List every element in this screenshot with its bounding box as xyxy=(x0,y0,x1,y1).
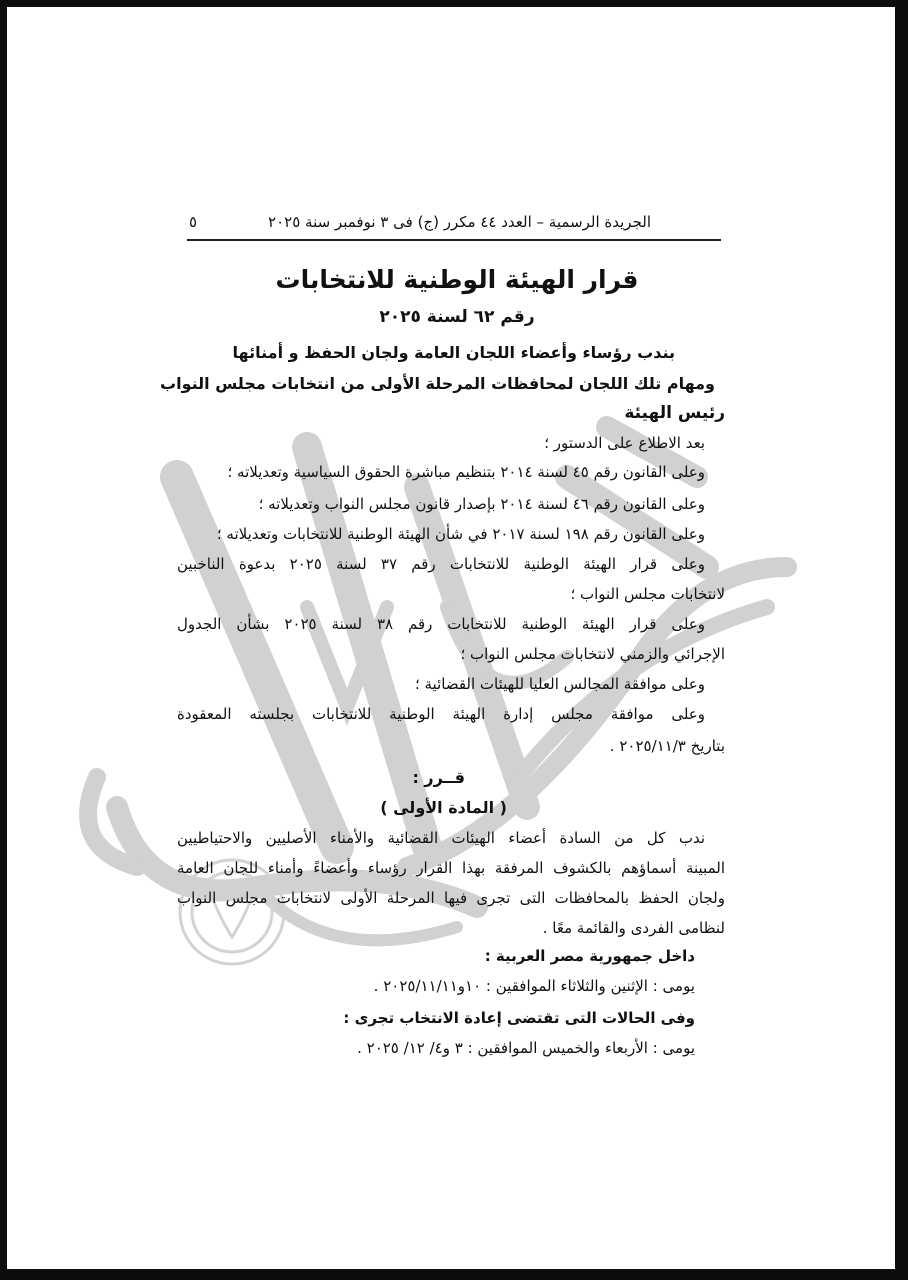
inside-egypt-dates: يومى : الإثنين والثلاثاء الموافقين : ١٠و٢٠٢٥/١١/١١ . xyxy=(373,977,695,995)
subject-line-2: ومهام تلك اللجان لمحافظات المرحلة الأولى من انتخابات مجلس النواب xyxy=(160,374,715,393)
inside-egypt-heading: داخل جمهورية مصر العربية : xyxy=(484,947,695,965)
preamble-line: وعلى القانون رقم ٤٥ لسنة ٢٠١٤ بتنظيم مباشرة الحقوق السياسية وتعديلاته ؛ xyxy=(227,463,705,481)
issuer-title: رئيس الهيئة xyxy=(624,403,725,423)
article-title: ( المادة الأولى ) xyxy=(380,798,507,817)
page-number: ٥ xyxy=(189,213,198,231)
preamble-line: الإجرائي والزمني لانتخابات مجلس النواب ؛ xyxy=(460,645,725,663)
article-line: المبينة أسماؤهم بالكشوف المرفقة بهذا القرار رؤساء وأعضاءً وأمناء للجان العامة xyxy=(177,859,725,877)
article-line: ندب كل من السادة أعضاء الهيئات القضائية والأمناء الأصليين والاحتياطيين xyxy=(177,829,705,847)
preamble-line: وعلى قرار الهيئة الوطنية للانتخابات رقم ٣٨ لسنة ٢٠٢٥ بشأن الجدول xyxy=(177,615,705,633)
preamble-line: وعلى موافقة مجلس إدارة الهيئة الوطنية للانتخابات بجلسته المعقودة xyxy=(177,705,705,723)
article-line: ولجان الحفظ بالمحافظات التى تجرى فيها المرحلة الأولى لانتخابات مجلس النواب xyxy=(177,889,725,907)
preamble-line: وعلى القانون رقم ٤٦ لسنة ٢٠١٤ بإصدار قانون مجلس النواب وتعديلاته ؛ xyxy=(258,495,705,513)
article-line: لنظامى الفردى والقائمة معًا . xyxy=(542,919,725,937)
rerun-heading: وفى الحالات التى تقتضى إعادة الانتخاب تجرى : xyxy=(343,1009,695,1027)
preamble-line: لانتخابات مجلس النواب ؛ xyxy=(570,585,725,603)
decision-number: رقم ٦٢ لسنة ٢٠٢٥ xyxy=(379,307,535,327)
gazette-header-text: الجريدة الرسمية – العدد ٤٤ مكرر (ج) فى ٣ نوفمبر سنة ٢٠٢٥ xyxy=(268,213,651,231)
preamble-line: وعلى قرار الهيئة الوطنية للانتخابات رقم ٣٧ لسنة ٢٠٢٥ بدعوة الناخبين xyxy=(177,555,705,573)
preamble-line: وعلى موافقة المجالس العليا للهيئات القضائية ؛ xyxy=(414,675,705,693)
gazette-header xyxy=(187,211,721,241)
subject-line-1: بندب رؤساء وأعضاء اللجان العامة ولجان الحفظ و أمنائها xyxy=(232,343,675,362)
preamble-line: وعلى القانون رقم ١٩٨ لسنة ٢٠١٧ في شأن الهيئة الوطنية للانتخابات وتعديلاته ؛ xyxy=(216,525,705,543)
decision-title: قرار الهيئة الوطنية للانتخابات xyxy=(275,265,639,294)
document-content xyxy=(7,7,895,1269)
gazette-page xyxy=(7,7,895,1269)
decided-label: قــرر : xyxy=(412,768,465,787)
rerun-dates: يومى : الأربعاء والخميس الموافقين : ٣ و٤/ ١٢/ ٢٠٢٥ . xyxy=(357,1039,695,1057)
preamble-line: بتاريخ ٢٠٢٥/١١/٣ . xyxy=(609,737,725,755)
preamble-line: بعد الاطلاع على الدستور ؛ xyxy=(544,434,705,452)
